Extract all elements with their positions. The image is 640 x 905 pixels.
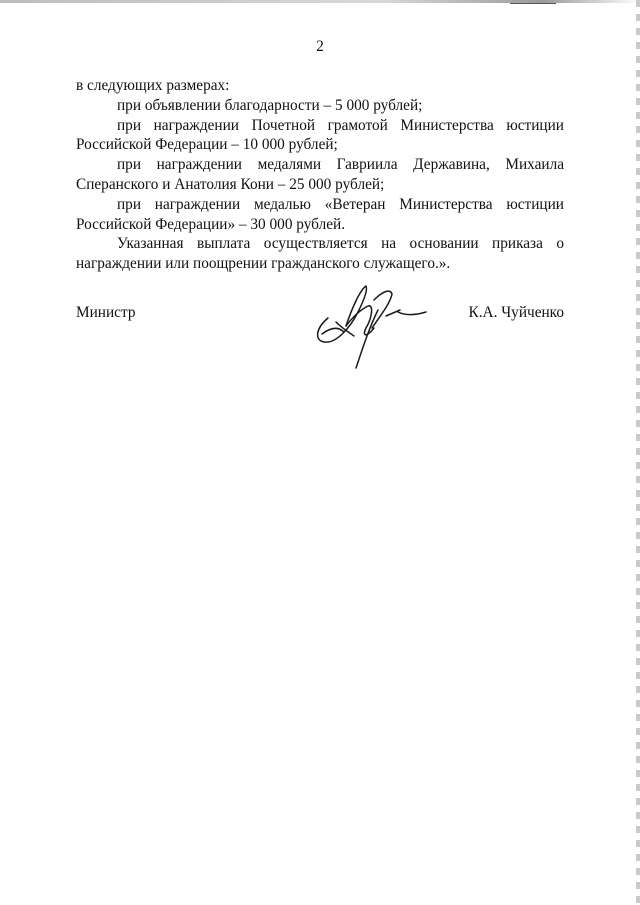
page-number: 2 — [316, 38, 324, 55]
paragraph-closing: Указанная выплата осуществляется на основании приказа о награждении или поощрении гражданского служащего.». — [76, 235, 564, 273]
scan-edge-right — [636, 0, 640, 905]
paragraph-item-certificate: при награждении Почетной грамотой Министерства юстиции Российской Федерации – 10 000 рублей; — [76, 116, 564, 154]
document-body — [76, 76, 564, 274]
paragraph-item-medals: при награждении медалями Гавриила Державина, Михаила Сперанского и Анатолия Кони – 25 000 рублей; — [76, 156, 564, 193]
scan-mark — [510, 3, 556, 4]
paragraph-intro: в следующих размерах: — [76, 77, 230, 94]
signature-icon — [308, 282, 432, 378]
paragraph-item-veteran: при награждении медалью «Ветеран Министерства юстиции Российской Федерации» – 30 000 рублей. — [76, 195, 564, 233]
signature-block — [76, 302, 564, 382]
signer-title: Министр — [76, 304, 136, 321]
paragraph-item-gratitude: при объявлении благодарности – 5 000 рублей; — [117, 96, 423, 114]
signer-name: К.А. Чуйченко — [468, 304, 564, 321]
